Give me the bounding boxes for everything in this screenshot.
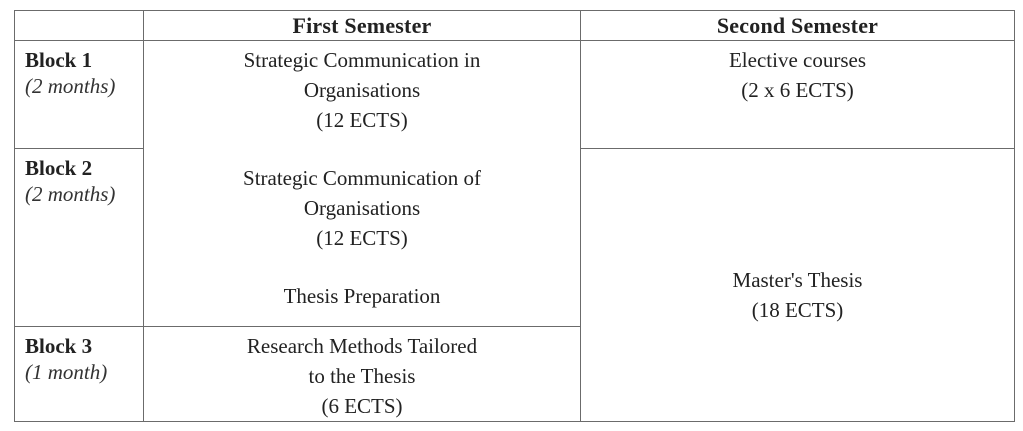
- block-3-name: Block 3: [25, 334, 93, 358]
- course-1-line-2: Organisations: [303, 78, 421, 102]
- block-2-duration: (2 months): [25, 182, 116, 206]
- course-1-line-1: Strategic Communication in: [243, 48, 481, 72]
- course-4-line-1: Research Methods Tailored: [246, 334, 478, 358]
- course-4-line-2: to the Thesis: [308, 364, 416, 388]
- first-semester-block-1-2-cell: [144, 41, 581, 327]
- corner-cell: [15, 11, 144, 41]
- block-1-row: [15, 41, 1015, 149]
- spacer: [144, 253, 580, 281]
- course-4-credits: (6 ECTS): [321, 394, 403, 418]
- block-3-duration: (1 month): [25, 360, 108, 384]
- masters-thesis-cell: [581, 149, 1015, 422]
- elective-courses-title: Elective courses: [728, 48, 867, 72]
- elective-courses-cell: [581, 41, 1015, 149]
- elective-courses-credits: (2 x 6 ECTS): [741, 78, 854, 102]
- course-2-line-2: Organisations: [303, 196, 421, 220]
- second-semester-header: Second Semester: [581, 11, 1015, 41]
- block-1-duration: (2 months): [25, 74, 116, 98]
- course-2-line-1: Strategic Communication of: [243, 166, 481, 190]
- masters-thesis-title: Master's Thesis: [732, 268, 863, 292]
- course-1-credits: (12 ECTS): [316, 108, 408, 132]
- course-3-title: Thesis Preparation: [283, 284, 441, 308]
- course-2-credits: (12 ECTS): [316, 226, 408, 250]
- masters-thesis-credits: (18 ECTS): [751, 298, 844, 322]
- spacer: [144, 135, 580, 163]
- block-1-name: Block 1: [25, 48, 93, 72]
- header-row: [15, 11, 1015, 41]
- block-3-cell: [15, 327, 144, 422]
- block-2-name: Block 2: [25, 156, 93, 180]
- research-methods-cell: [144, 327, 581, 422]
- study-plan-table: [14, 10, 1015, 422]
- block-2-cell: [15, 149, 144, 327]
- block-1-cell: [15, 41, 144, 149]
- first-semester-header: First Semester: [144, 11, 581, 41]
